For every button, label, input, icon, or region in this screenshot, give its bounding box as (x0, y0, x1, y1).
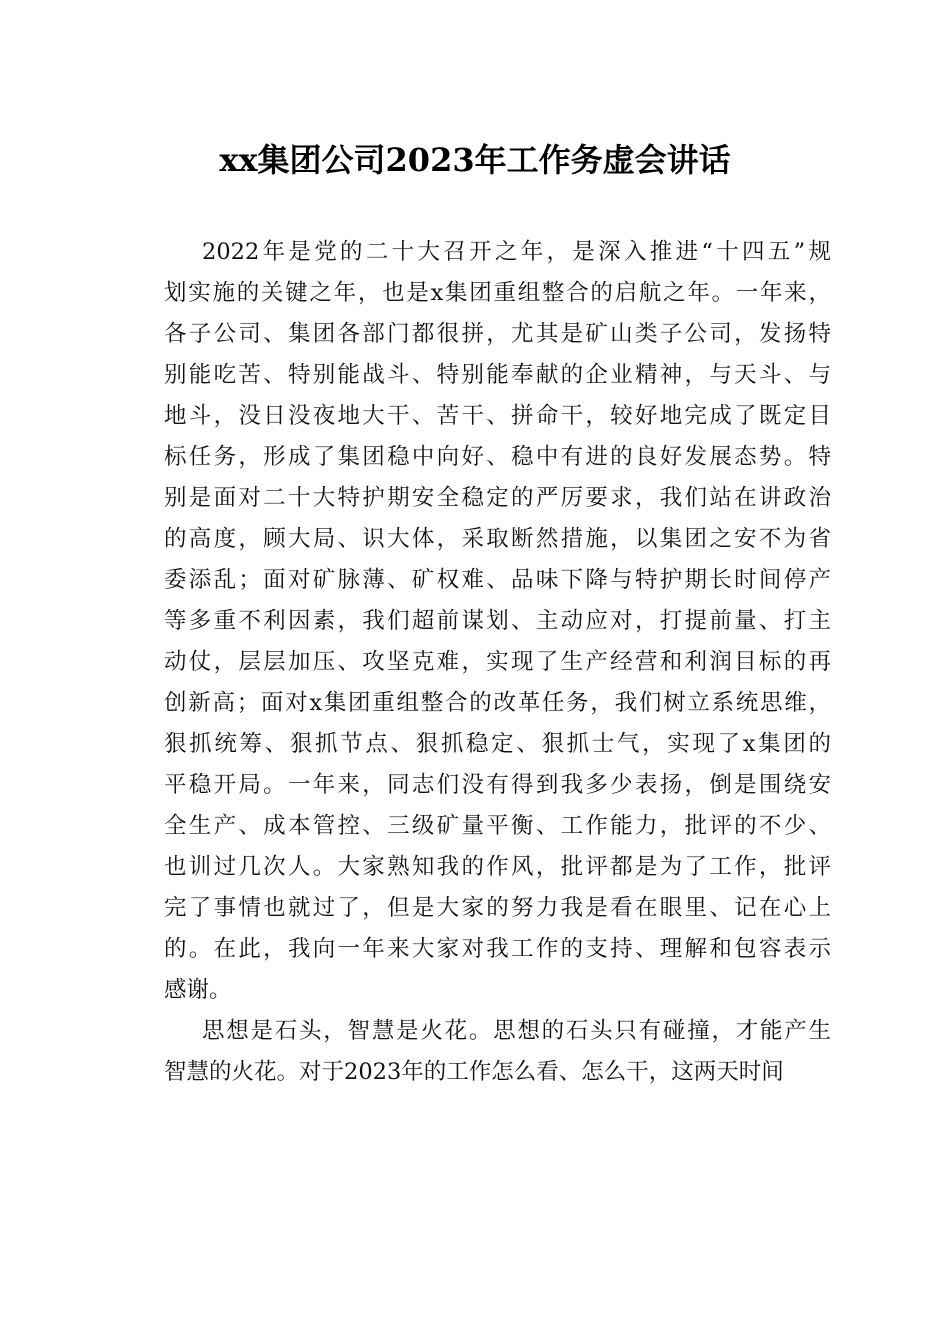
text-line: 创新高；面对x集团重组整合的改革任务，我们树立系统思维， (164, 690, 831, 716)
text-line: 也训过几次人。大家熟知我的作风，批评都是为了工作，批评 (164, 854, 831, 880)
text-line: 的高度，顾大局、识大体，采取断然措施，以集团之安不为省 (164, 526, 831, 552)
text-line: 2022年是党的二十大召开之年，是深入推进“十四五”规 (202, 239, 831, 265)
text-line: 的。在此，我向一年来大家对我工作的支持、理解和包容表示 (164, 936, 831, 962)
text-line: 全生产、成本管控、三级矿量平衡、工作能力，批评的不少、 (164, 813, 831, 839)
text-line: 动仗，层层加压、攻坚克难，实现了生产经营和利润目标的再 (164, 649, 831, 675)
text-line: 完了事情也就过了，但是大家的努力我是看在眼里、记在心上 (164, 895, 831, 921)
text-line: 思想是石头，智慧是火花。思想的石头只有碰撞，才能产生 (202, 1018, 831, 1044)
text-line: 标任务，形成了集团稳中向好、稳中有进的良好发展态势。特 (164, 444, 831, 470)
paragraph-1 (119, 232, 831, 1011)
text-line: 智慧的火花。对于2023年的工作怎么看、怎么干，这两天时间 (164, 1059, 784, 1085)
text-line: 平稳开局。一年来，同志们没有得到我多少表扬，倒是围绕安 (164, 772, 831, 798)
paragraph-2 (119, 1011, 831, 1093)
text-line: 别能吃苦、特别能战斗、特别能奉献的企业精神，与天斗、与 (164, 362, 831, 388)
text-line: 各子公司、集团各部门都很拼，尤其是矿山类子公司，发扬特 (164, 321, 831, 347)
text-line: 委添乱；面对矿脉薄、矿权难、品味下降与特护期长时间停产 (164, 567, 831, 593)
text-line: 感谢。 (164, 977, 232, 1003)
text-line: 别是面对二十大特护期安全稳定的严厉要求，我们站在讲政治 (164, 485, 831, 511)
text-line: 狠抓统筹、狠抓节点、狠抓稳定、狠抓士气，实现了x集团的 (164, 731, 831, 757)
document-body (119, 232, 831, 1093)
text-line: 地斗，没日没夜地大干、苦干、拼命干，较好地完成了既定目 (164, 403, 831, 429)
text-line: 等多重不利因素，我们超前谋划、主动应对，打提前量、打主 (164, 608, 831, 634)
document-title: xx集团公司2023年工作务虚会讲话 (219, 141, 731, 179)
text-line: 划实施的关键之年，也是x集团重组整合的启航之年。一年来， (164, 280, 831, 306)
